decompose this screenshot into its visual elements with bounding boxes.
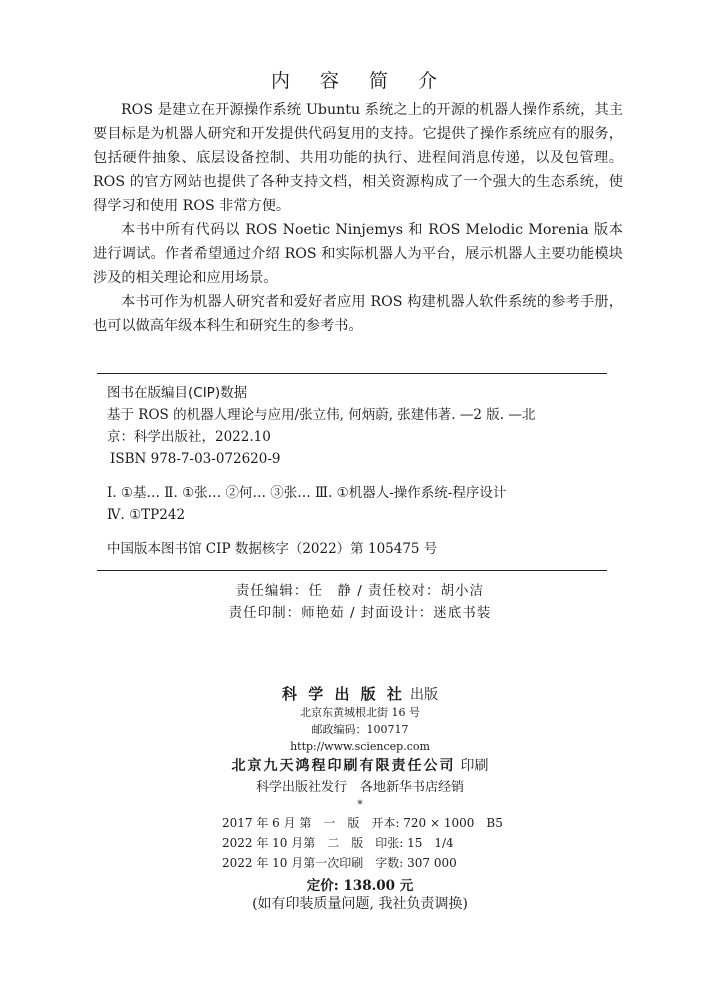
cip-record-number: 中国版本图书馆 CIP 数据核字（2022）第 105475 号 — [107, 541, 438, 557]
credits-editor-line: 责任编辑：任 静 / 责任校对：胡小洁 — [235, 583, 485, 599]
separator-star: * — [357, 798, 363, 811]
publisher-url: http://www.sciencep.com — [290, 740, 430, 753]
publisher-name: 科 学 出 版 社 — [282, 685, 405, 703]
publisher-role: 出版 — [409, 687, 438, 703]
intro-section — [93, 98, 623, 338]
cip-classification-line-2: Ⅳ. ①TP242 — [107, 507, 186, 523]
edition-line-3: 2022 年 10 月第一次印刷 字数: 307 000 — [222, 856, 457, 870]
cip-entry-line-1: 基于 ROS 的机器人理论与应用/张立伟, 何炳蔚, 张建伟著. —2 版. —北 — [107, 407, 536, 423]
cip-top-rule — [97, 373, 607, 374]
cip-classification-line-1: Ⅰ. ①基… Ⅱ. ①张… ②何… ③张… Ⅲ. ①机器人-操作系统-程序设计 — [107, 485, 507, 501]
cip-block — [107, 382, 607, 560]
cip-bottom-rule — [97, 570, 607, 571]
page-title: 内 容 简 介 — [270, 70, 450, 92]
quality-notice: (如有印装质量问题, 我社负责调换) — [252, 896, 468, 912]
publisher-postcode: 邮政编码：100717 — [311, 723, 409, 736]
cip-entry-line-2: 京：科学出版社，2022.10 — [107, 429, 271, 445]
publisher-address: 北京东黄城根北街 16 号 — [300, 706, 420, 719]
distribution-line: 科学出版社发行 各地新华书店经销 — [255, 780, 464, 795]
intro-paragraph-2: 本书中所有代码以 ROS Noetic Ninjemys 和 ROS Melodic Morenia 版本进行调试。作者希望通过介绍 ROS 和实际机器人为平台，展示机器人主要功能模块涉及的相关理论和应用场景。 — [93, 222, 623, 286]
credits-print-line: 责任印制：师艳茹 / 封面设计：迷底书装 — [228, 605, 492, 621]
printer-role: 印刷 — [460, 758, 489, 774]
price: 定价: 138.00 元 — [306, 878, 414, 894]
printer-name: 北京九天鸿程印刷有限责任公司 — [231, 758, 456, 774]
cip-isbn: ISBN 978-7-03-072620-9 — [110, 451, 281, 467]
edition-line-1: 2017 年 6 月 第 一 版 开本: 720 × 1000 B5 — [222, 816, 503, 830]
publisher-block — [0, 683, 720, 812]
edition-line-2: 2022 年 10 月第 二 版 印张: 15 1/4 — [222, 836, 454, 850]
intro-paragraph-3: 本书可作为机器人研究者和爱好者应用 ROS 构建机器人软件系统的参考手册，也可以做高年级本科生和研究生的参考书。 — [93, 294, 623, 334]
intro-paragraph-1: ROS 是建立在开源操作系统 Ubuntu 系统之上的开源的机器人操作系统，其主要目标是为机器人研究和开发提供代码复用的支持。它提供了操作系统应有的服务，包括硬件抽象、底层设备控制、共用功能的执行、进程间消息传递，以及包管理。ROS 的官方网站也提供了各种支持文档，相关资源构成了一个强大的生态系统，使得学习和使用 ROS 非常方便。 — [93, 102, 623, 214]
credits-block — [0, 580, 720, 624]
cip-heading: 图书在版编目(CIP)数据 — [107, 385, 248, 401]
